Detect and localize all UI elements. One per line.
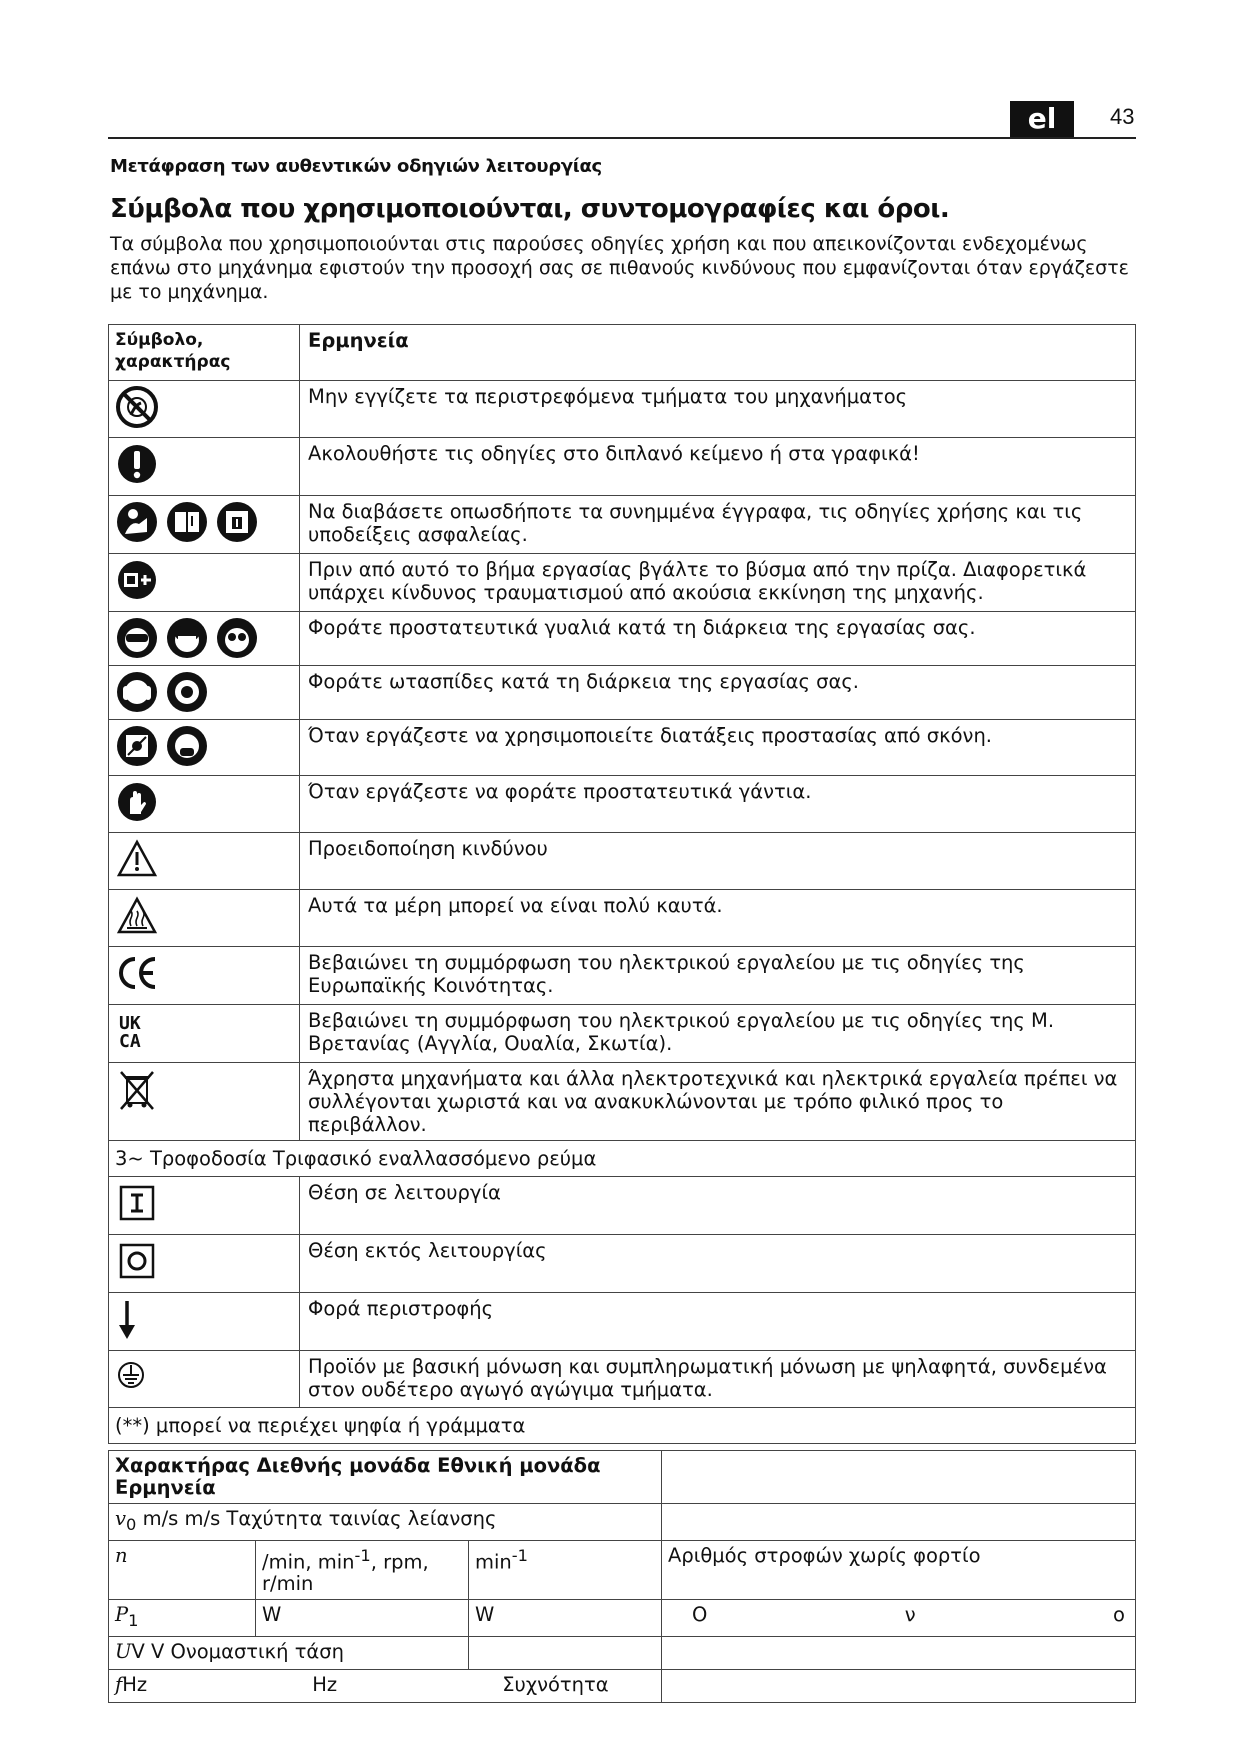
table-row: Πριν από αυτό το βήμα εργασίας βγάλτε το βύσμα από την πρίζα. Διαφορετικά υπάρχει κίνδυνος τραυματισμού από ακούσια εκκίνηση της μηχανής. (300, 554, 1136, 612)
ear-muffs-icon (115, 670, 159, 714)
svg-text:CA: CA (119, 1031, 141, 1052)
svg-text:UK: UK (119, 1013, 141, 1034)
table-row (109, 1504, 662, 1541)
ce-mark-icon (115, 951, 159, 995)
table-row: UV V Ονομαστική τάση (109, 1637, 469, 1670)
intl-unit-cell: W (256, 1600, 469, 1637)
earth-ground-icon (115, 1355, 159, 1399)
read-manual-icon (115, 500, 159, 544)
ukca-mark-icon (115, 1009, 159, 1053)
meaning-header: Ερμηνεία (300, 325, 1136, 381)
empty-cell (662, 1451, 1136, 1504)
page-number: 43 (1110, 104, 1135, 129)
exclamation-icon (115, 442, 159, 486)
three-phase-row: 3~ Τροφοδοσία Τριφασικό εναλλασσόμενο ρεύμα (109, 1141, 1136, 1177)
switch-on-icon (115, 1181, 159, 1225)
document-subtitle: Μετάφραση των αυθεντικών οδηγιών λειτουργίας (110, 156, 602, 177)
symbol-n: n (115, 1543, 128, 1567)
weee-bin-icon (115, 1067, 159, 1111)
table-row: Θέση σε λειτουργία (300, 1177, 1136, 1235)
table-row: Ακολουθήστε τις οδηγίες στο διπλανό κείμενο ή στα γραφικά! (300, 438, 1136, 496)
meaning-cell: Ο ν ο (662, 1600, 1136, 1637)
empty-cell (662, 1637, 1136, 1670)
table-row: Θέση εκτός λειτουργίας (300, 1235, 1136, 1293)
symbol-cell (109, 1540, 256, 1600)
goggles-icons (115, 616, 293, 660)
table-row: Φορά περιστροφής (300, 1293, 1136, 1351)
dust-mask-icons (115, 724, 293, 768)
warning-triangle-icon (115, 837, 159, 881)
table-row: Προϊόν με βασική μόνωση και συμπληρωματική μόνωση με ψηλαφητά, συνδεμένα στον ουδέτερο αγωγό αγώγιμα τμήματα. (300, 1351, 1136, 1408)
subscript: 0 (126, 1514, 137, 1534)
ear-plugs-icon (165, 670, 209, 714)
empty-cell (469, 1637, 662, 1670)
language-badge: el (1010, 101, 1074, 137)
national-unit-cell: $\min^{-1}$ (469, 1540, 662, 1600)
table-row: Φοράτε προστατευτικά γυαλιά κατά τη διάρκεια της εργασίας σας. (300, 612, 1136, 666)
symbol-cell: $P_1$ (109, 1600, 256, 1637)
table-row: Μην εγγίζετε τα περιστρεφόμενα τμήματα του μηχανήματος (300, 381, 1136, 438)
symbol-header: Σύμβολο, χαρακτήρας (109, 325, 300, 381)
units-table (108, 1450, 1136, 1703)
table-row: Όταν εργάζεστε να φοράτε προστατευτικά γάντια. (300, 776, 1136, 833)
symbol-v: v (115, 1507, 127, 1530)
table-row: Άχρηστα μηχανήματα και άλλα ηλεκτροτεχνικά και ηλεκτρικά εργαλεία πρέπει να συλλέγονται χωριστά και να ανακυκλώνονται με τρόπο φιλικό προς το περιβάλλον. (300, 1063, 1136, 1141)
safety-glasses-icon (215, 616, 259, 660)
intro-paragraph: Τα σύμβολα που χρησιμοποιούνται στις παρούσες οδηγίες χρήση και που απεικονίζονται ενδεχομένως επάνω στο μηχάνημα εφιστούν την προσοχή σας σε πιθανούς κινδύνους που εμφανίζονται όταν εργάζεστε με το μηχάνημα. (110, 233, 1129, 303)
no-touch-rotating-icon (115, 385, 159, 429)
footnote-row: (**) μπορεί να περιέχει ψηφία ή γράμματα (109, 1408, 1136, 1444)
symbols-table (108, 324, 1136, 1444)
section-title: Σύμβολα που χρησιμοποιούνται, συντομογραφίες και όροι. (110, 194, 950, 224)
unplug-icon (115, 558, 159, 602)
meaning-cell: Αριθμός στροφών χωρίς φορτίο (662, 1540, 1136, 1600)
switch-off-icon (115, 1239, 159, 1283)
goggles-icon (115, 616, 159, 660)
empty-cell (662, 1670, 1136, 1703)
face-shield-icon (165, 616, 209, 660)
symbol-p: P (115, 1603, 129, 1627)
header-rule (108, 137, 1136, 139)
read-manual-icons (115, 500, 293, 544)
table-row: Αυτά τα μέρη μπορεί να είναι πολύ καυτά. (300, 890, 1136, 947)
info-manual-icon (215, 500, 259, 544)
empty-cell (662, 1504, 1136, 1541)
table-row: f Hz Hz Συχνότητα (109, 1670, 662, 1703)
table-row: Όταν εργάζεστε να χρησιμοποιείτε διατάξεις προστασίας από σκόνη. (300, 720, 1136, 776)
book-icon (165, 500, 209, 544)
table-row: Φοράτε ωτασπίδες κατά τη διάρκεια της εργασίας σας. (300, 666, 1136, 720)
intl-unit-cell: /min, $\min^{-1}$, rpm, r/min (256, 1540, 469, 1600)
hot-surface-icon (115, 894, 159, 938)
symbol-u: U (115, 1640, 132, 1664)
row-text: m/s m/s Ταχύτητα ταινίας λείανσης (142, 1507, 497, 1530)
units-header: Χαρακτήρας Διεθνής μονάδα Εθνική μονάδα Ερμηνεία (109, 1451, 662, 1504)
table-row: Προειδοποίηση κινδύνου (300, 833, 1136, 890)
table-row: Να διαβάσετε οπωσδήποτε τα συνημμένα έγγραφα, τις οδηγίες χρήσης και τις υποδείξεις ασφαλείας. (300, 496, 1136, 554)
dust-protection-icon (115, 724, 159, 768)
rotation-arrow-icon (115, 1297, 159, 1341)
symbol-f: f (115, 1673, 123, 1697)
table-row: Βεβαιώνει τη συμμόρφωση του ηλεκτρικού εργαλείου με τις οδηγίες της Ευρωπαϊκής Κοινότητας. (300, 947, 1136, 1005)
ear-protection-icons (115, 670, 293, 714)
respirator-icon (165, 724, 209, 768)
gloves-icon (115, 780, 159, 824)
table-row: Βεβαιώνει τη συμμόρφωση του ηλεκτρικού εργαλείου με τις οδηγίες της Μ. Βρετανίας (Αγγλία, Ουαλία, Σκωτία). (300, 1005, 1136, 1063)
national-unit-cell: W (469, 1600, 662, 1637)
